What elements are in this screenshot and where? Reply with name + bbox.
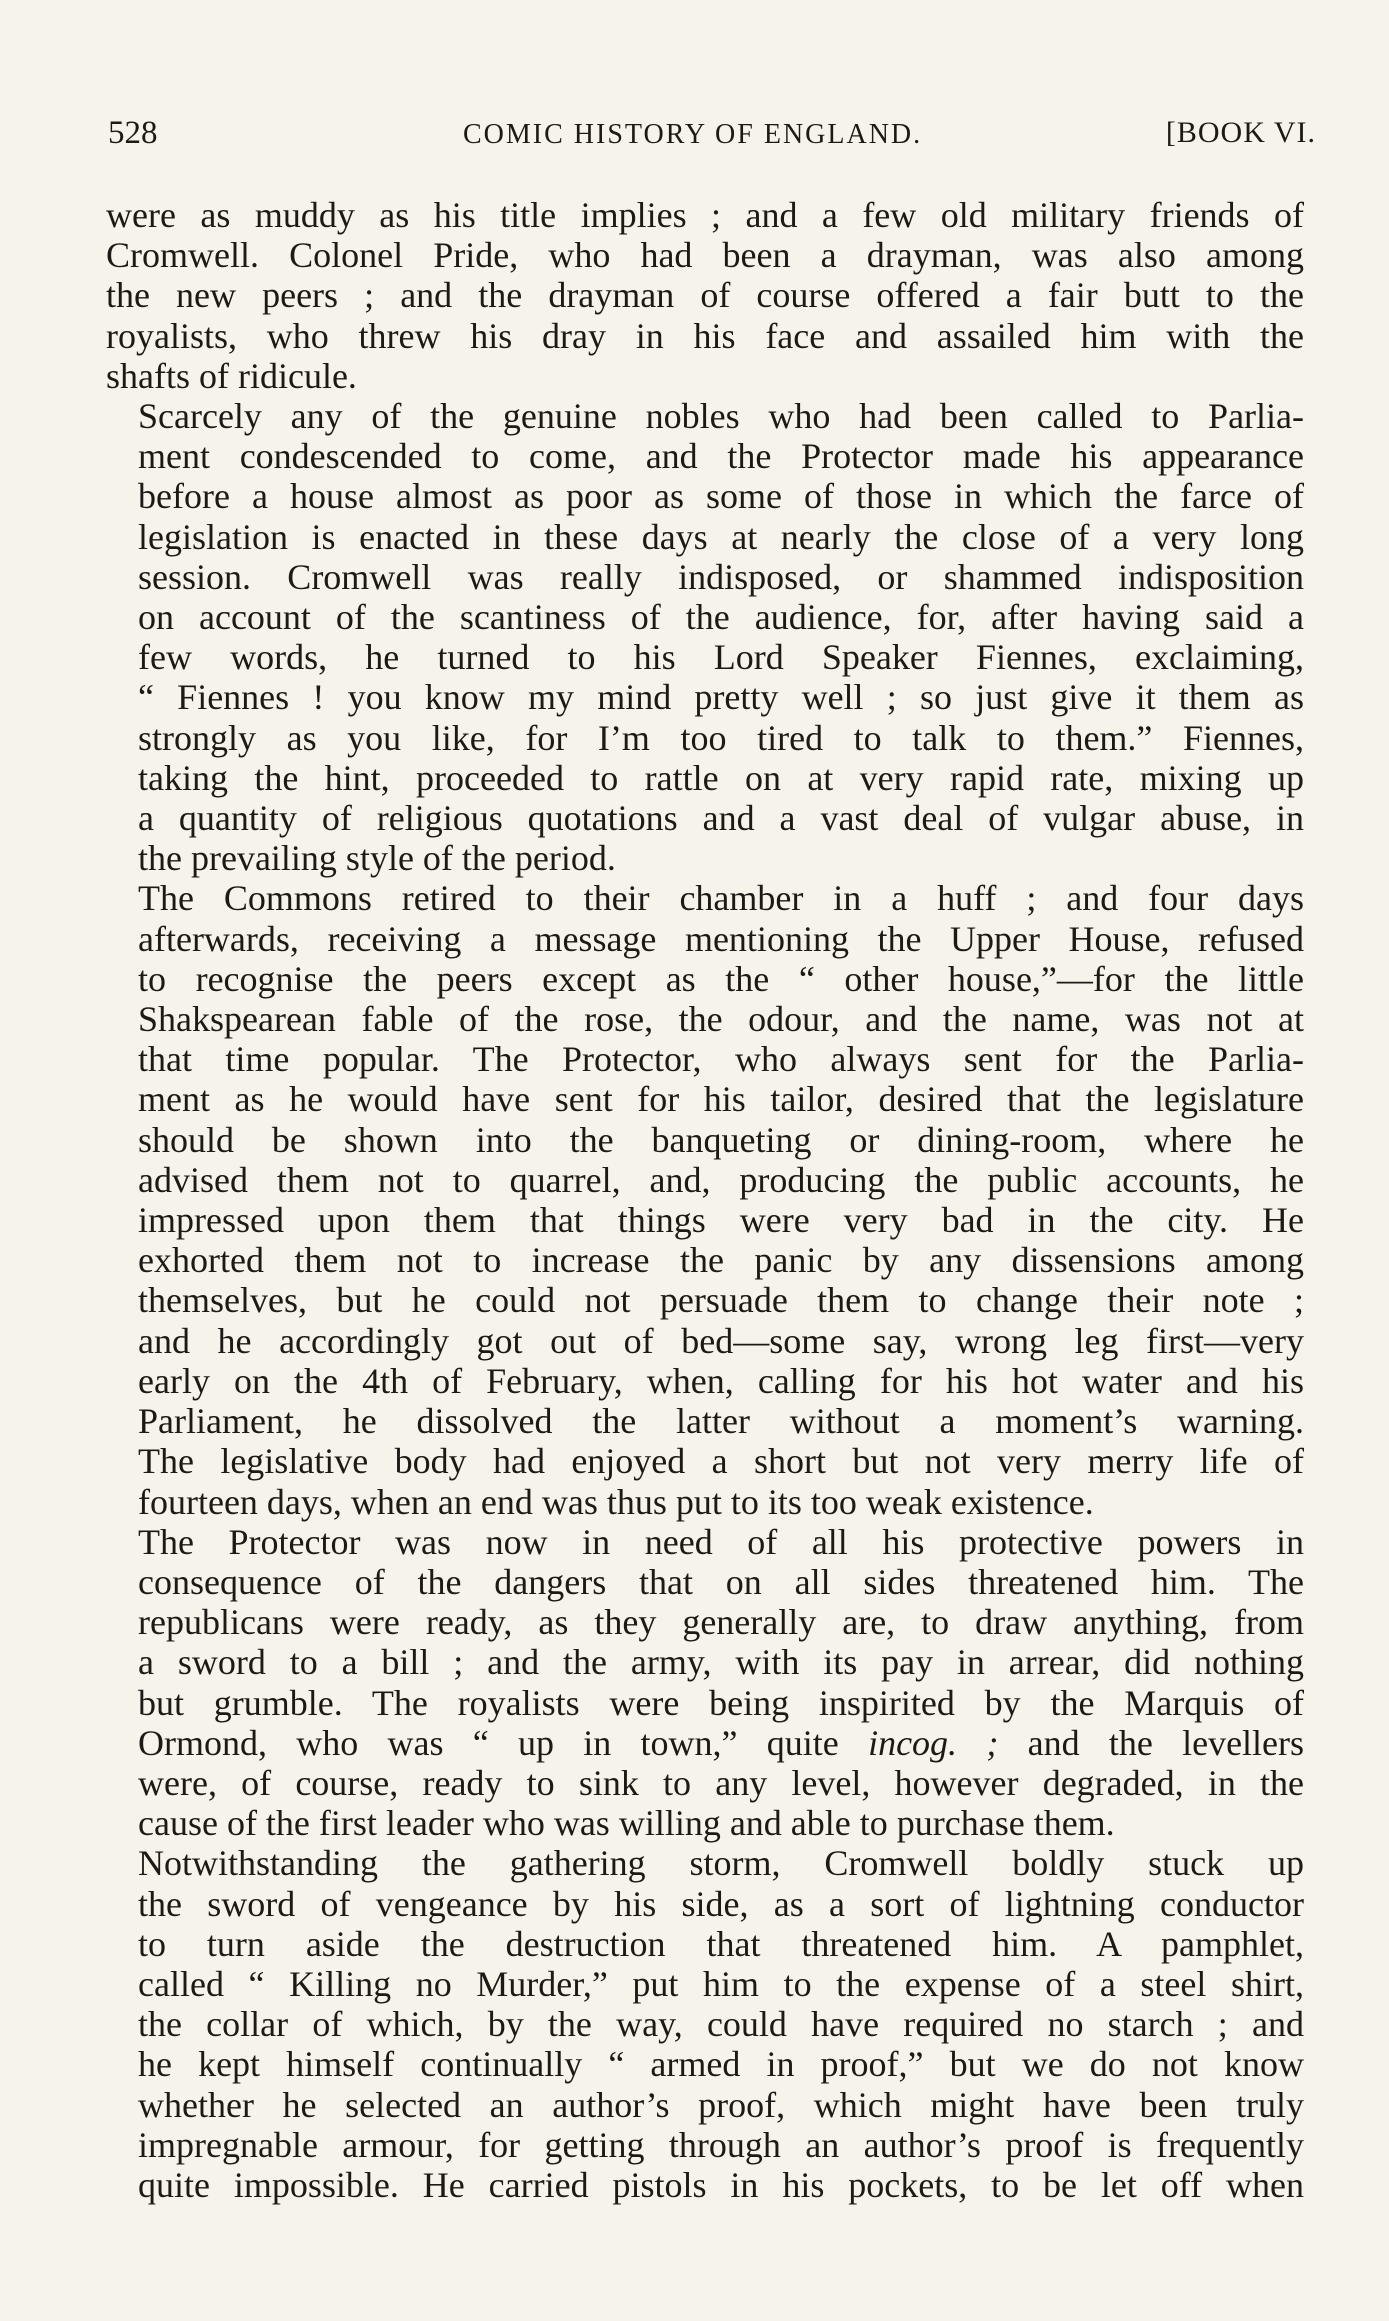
book-section: [BOOK VI. (1165, 116, 1316, 149)
paragraph-5 (106, 1843, 1304, 2205)
text-line: impregnable armour, for getting through an author’s proof is frequently (138, 2124, 1304, 2165)
text-line: themselves, but he could not persuade them to change their note ; (138, 1280, 1304, 1321)
text-line: the new peers ; and the drayman of course offered a fair butt to the (106, 275, 1304, 316)
text-line: strongly as you like, for I’m too tired to talk to them.” Fiennes, (138, 717, 1304, 758)
text-line: Shakspearean fable of the rose, the odour, and the name, was not at (138, 999, 1304, 1040)
text-line: taking the hint, proceeded to rattle on at very rapid rate, mixing up (138, 757, 1304, 798)
text-line: session. Cromwell was really indisposed, or shammed indisposition (138, 556, 1304, 597)
text-line: to recognise the peers except as the “ other house,”—for the little (138, 958, 1304, 999)
text-line: were as muddy as his title implies ; and a few old military friends of (106, 195, 1304, 235)
book-title: COMIC HISTORY OF ENGLAND. (463, 119, 923, 150)
text-line: advised them not to quarrel, and, producing the public accounts, he (138, 1159, 1304, 1200)
text-line: Cromwell. Colonel Pride, who had been a drayman, was also among (106, 235, 1304, 276)
text-line: early on the 4th of February, when, calling for his hot water and his (138, 1360, 1304, 1401)
text-line: he kept himself continually “ armed in proof,” but we do not know (138, 2044, 1304, 2085)
text-line: “ Fiennes ! you know my mind pretty well ; so just give it them as (138, 677, 1304, 718)
text-line: whether he selected an author’s proof, which might have been truly (138, 2084, 1304, 2125)
text-line: royalists, who threw his dray in his face and assailed him with the (106, 315, 1304, 356)
text-line: The Commons retired to their chamber in a huff ; and four days (138, 878, 1304, 919)
text-line: the prevailing style of the period. (138, 838, 616, 879)
text-line: and he accordingly got out of bed—some say, wrong leg first—very (138, 1320, 1304, 1361)
text-line: The legislative body had enjoyed a short but not very merry life of (138, 1441, 1304, 1482)
italic-term: incog. ; (868, 1722, 999, 1763)
text-segment: Ormond, who was “ up in town,” quite (138, 1722, 839, 1763)
text-line: fourteen days, when an end was thus put to its too weak existence. (138, 1481, 1094, 1522)
text-line: ment as he would have sent for his tailor, desired that the legislature (138, 1079, 1304, 1120)
text-line: Parliament, he dissolved the latter without a moment’s warning. (138, 1401, 1304, 1442)
text-line: a quantity of religious quotations and a vast deal of vulgar abuse, in (138, 798, 1304, 839)
text-line: a sword to a bill ; and the army, with its pay in arrear, did nothing (138, 1642, 1304, 1683)
text-line: to turn aside the destruction that threatened him. A pamphlet, (138, 1923, 1304, 1964)
text-line: ment condescended to come, and the Protector made his appearance (138, 436, 1304, 477)
text-line: consequence of the dangers that on all sides threatened him. The (138, 1561, 1304, 1602)
text-line: the sword of vengeance by his side, as a sort of lightning conductor (138, 1883, 1304, 1924)
paragraph-2 (106, 396, 1304, 878)
text-line: before a house almost as poor as some of those in which the farce of (138, 476, 1304, 517)
text-line: Notwithstanding the gathering storm, Cromwell boldly stuck up (138, 1843, 1304, 1884)
paragraph-3 (106, 878, 1304, 1521)
text-line: were, of course, ready to sink to any level, however degraded, in the (138, 1762, 1304, 1803)
page-number: 528 (108, 115, 158, 151)
text-line-with-italic (106, 1723, 1304, 1763)
text-line: few words, he turned to his Lord Speaker Fiennes, exclaiming, (138, 637, 1304, 678)
text-line: cause of the first leader who was willing and able to purchase them. (138, 1803, 1115, 1844)
text-line: The Protector was now in need of all his protective powers in (138, 1521, 1304, 1562)
text-line: Scarcely any of the genuine nobles who had been called to Parlia- (138, 396, 1304, 437)
text-line: called “ Killing no Murder,” put him to the expense of a steel shirt, (138, 1963, 1304, 2004)
text-line: exhorted them not to increase the panic by any dissensions among (138, 1240, 1304, 1281)
text-segment: and the levellers (998, 1722, 1305, 1763)
body-text (106, 195, 1304, 2205)
text-line: on account of the scantiness of the audience, for, after having said a (138, 597, 1304, 638)
paragraph-1 (106, 195, 1304, 396)
text-line: impressed upon them that things were very bad in the city. He (138, 1200, 1304, 1241)
text-line: should be shown into the banqueting or dining-room, where he (138, 1119, 1304, 1160)
text-line: shafts of ridicule. (106, 355, 357, 396)
text-line: that time popular. The Protector, who always sent for the Parlia- (138, 1039, 1304, 1080)
paragraph-4 (106, 1522, 1304, 1844)
text-line: quite impossible. He carried pistols in his pockets, to be let off when (138, 2164, 1304, 2205)
text-line: legislation is enacted in these days at nearly the close of a very long (138, 516, 1304, 557)
running-head (108, 108, 1316, 158)
text-line: the collar of which, by the way, could have required no starch ; and (138, 2004, 1304, 2045)
text-line: afterwards, receiving a message mentioning the Upper House, refused (138, 918, 1304, 959)
text-line: but grumble. The royalists were being inspirited by the Marquis of (138, 1682, 1304, 1723)
text-line: republicans were ready, as they generally are, to draw anything, from (138, 1602, 1304, 1643)
